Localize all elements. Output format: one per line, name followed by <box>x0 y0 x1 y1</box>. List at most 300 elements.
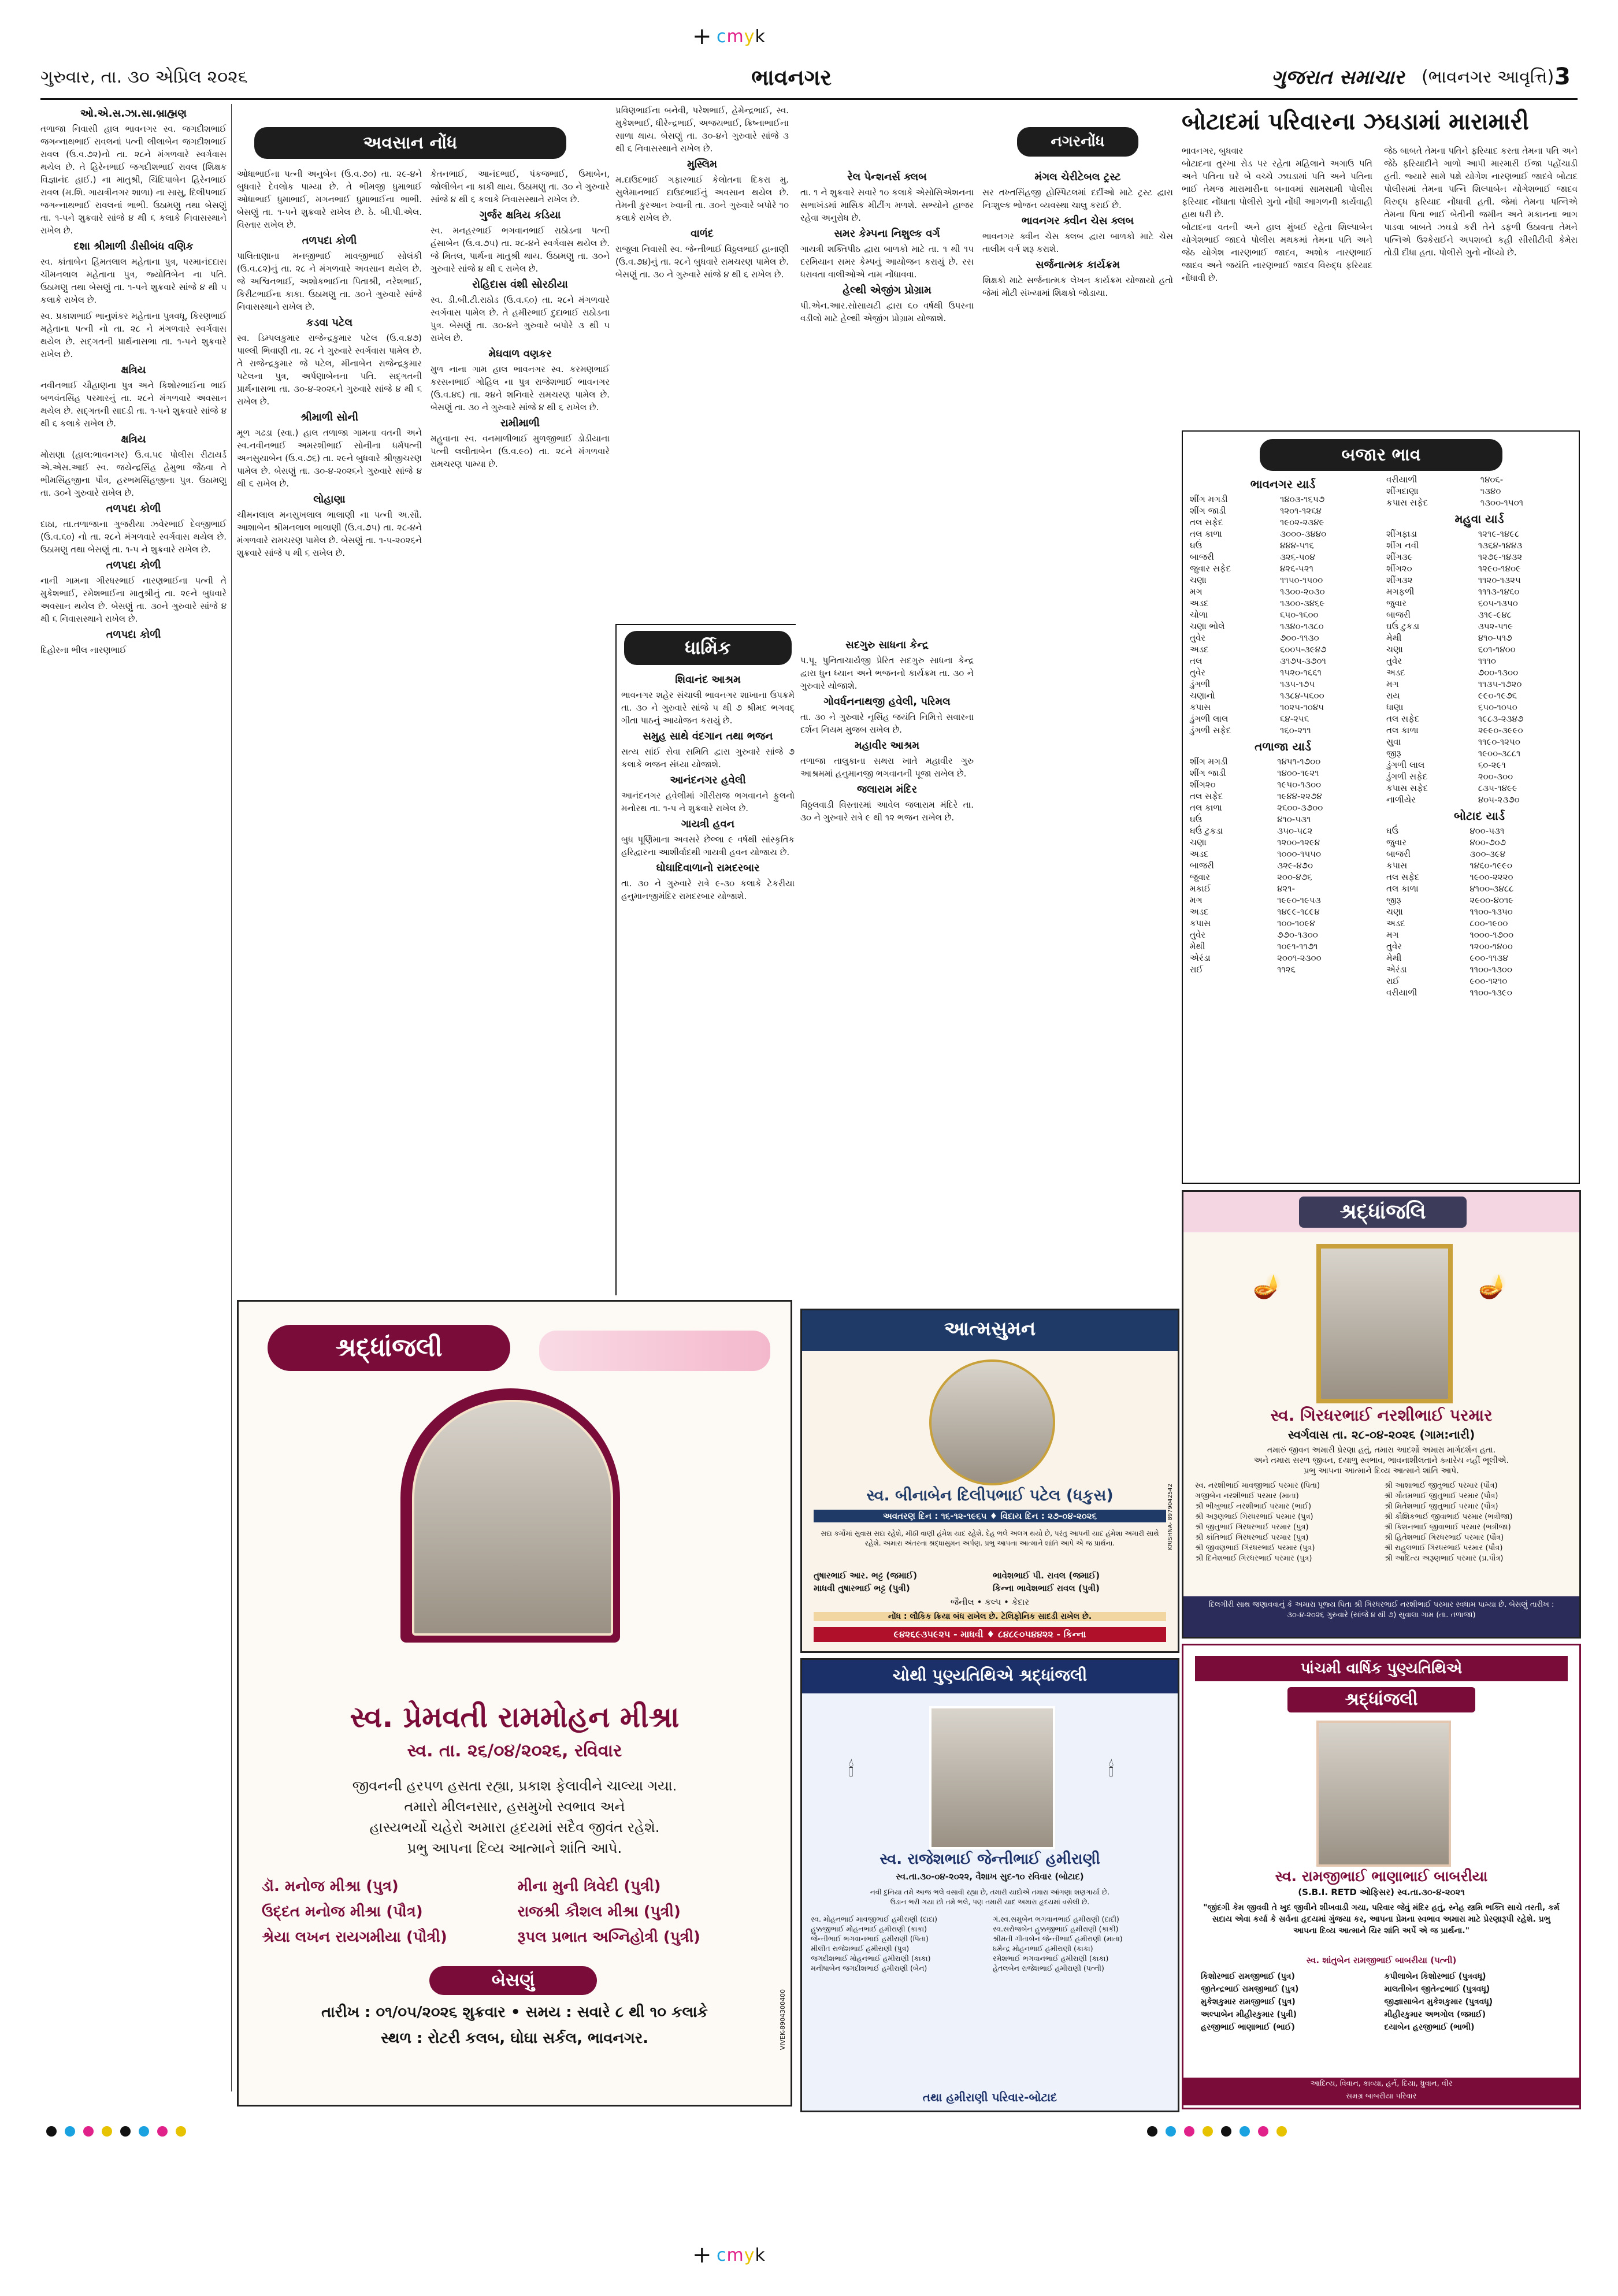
commodity-name: મગફળી <box>1386 586 1415 597</box>
commodity-name: કપાસ <box>1386 860 1408 871</box>
price-range: ૨૯૯૦-૩૯૯૦ <box>1478 725 1523 735</box>
heading: રામીમાળી <box>500 417 540 429</box>
price-range: ૧૨૦૦-૧૪૦૦ <box>1469 941 1513 952</box>
market-row <box>1384 883 1575 894</box>
family-member: કિન્ના ભાવેશભાઈ રાવલ (પુત્રી) <box>993 1583 1100 1593</box>
girdhar-date: સ્વર્ગવાસ તા. ૨૮-૦૪-૨૦૨૬ (ગામ:નારી) <box>1287 1428 1475 1441</box>
price-range: ૨૦૦-૪૭૬ <box>1277 872 1312 882</box>
commodity-name: ઘઉં <box>1190 540 1203 551</box>
market-row <box>1187 551 1378 563</box>
price-range: ૧૧૩૫-૧૭૨૦ <box>1478 679 1522 689</box>
market-row <box>1384 586 1575 597</box>
market-row <box>1187 574 1378 586</box>
price-range: ૨૦૦-૩૦૦ <box>1478 771 1513 782</box>
price-range: ૨૯૦૦-૪૦૧૯ <box>1469 895 1514 905</box>
paragraph: ગાયત્રી શક્તિપીઠ દ્વારા બાળકો માટે તા. ૧ થી ૧૫ દરમિયાન સમર કેમ્પનું આયોજન કરાયું છે. રસ ધરાવતા વાલીઓએ નામ નોંધાવવા. <box>800 244 974 280</box>
price-range: ૧૨૭૯-૧૪૩૨ <box>1478 552 1523 562</box>
heading: તળપદા કોળી <box>302 235 357 247</box>
commodity-name: શીંગ૨૦ <box>1386 563 1412 574</box>
column-obituaries-4 <box>615 104 789 624</box>
commodity-name: મગ <box>1386 930 1399 940</box>
botad-column-a: ભાવનગર, બુધવાર બોટાદના તુરખા રોડ પર રહેતા મહિલાને અગાઉ પતિ અને પતિના ઘરે બે વચ્ચે ઝઘડામાં પતિ અને પતિના ભાઈ તેમજ મારામારીના બનાવમાં સામસામી પોલીસ ફરિયાદ નોંધાતા પોલીસે ગુનો નોંધી આગળની કાર્યવાહી હાથ ધરી છે. બોટાદના વતની અને હાલ મુંબઈ રહેતા શિલ્પાબેન યોગેશભાઈ જાદવે પોલીસ મથકમાં તેમના પતિ અને જેઠ યોગેશ નારણભાઈ જાદવ, અશોક નારણભાઈ જાદવ અને જયંતિ નારણભાઈ જાદવ વિરુદ્ધ ફરિયાદ નોંધાવી છે. <box>1182 146 1372 283</box>
heading: ગોવર્ધનનાથજી હવેલી, પરિમલ <box>823 696 951 708</box>
market-row <box>1187 690 1378 701</box>
heading: લોહાણા <box>313 493 346 506</box>
heading: ક્ષત્રિય <box>121 433 146 445</box>
paragraph: સ્વ. મનહરભાઈ ભગવાનભાઈ રાઠોડના પત્ની હંસાબેન (ઉ.વ.૭૫) તા. ૨૮-૪ને સ્વર્ગવાસ થયેલ છે. જે મિતલ, પાર્થના માતુશ્રી થાય. ઉઠામણુ તા. ૩૦ને ગુરુવારે સાંજે ૪ થી ૬ રાખેલ છે. <box>431 225 610 274</box>
ramjibhai-banner-top: પાંચમી વાર્ષિક પુણ્યતિથિએ <box>1195 1656 1568 1681</box>
nagar-nondh-title: નગરનોંધ <box>1017 127 1138 157</box>
market-row <box>1187 667 1378 678</box>
premvati-banner: શ્રદ્ધાંજલી <box>268 1325 510 1371</box>
rajesh-banner: ચોથી પુણ્યતિથિએ શ્રદ્ધાંજલી <box>892 1666 1088 1685</box>
market-row <box>1187 505 1378 517</box>
market-row <box>1187 597 1378 609</box>
commodity-name: જીરૂ <box>1386 748 1401 759</box>
commodity-name: તલ કાળા <box>1190 803 1222 813</box>
paragraph: ભાવનગર શહેર સંચાલી ભાવનગર શાખાના ઉપક્રમે તા. ૩૦ ને ગુરુવારે સાંજે ૫ થી ૭ શ્રીમદ ભગવદ્ ગીતા પાઠનું આયોજન કરાયું છે. <box>621 690 795 726</box>
commodity-name: શીંગ જાડી <box>1190 768 1226 778</box>
market-row <box>1187 779 1378 790</box>
market-row <box>1384 736 1575 748</box>
commodity-name: કપાસ <box>1190 702 1211 712</box>
market-right <box>1384 474 1575 998</box>
paragraph: સત્ય સાંઈ સેવા સમિતિ દ્વારા ગુરુવારે સાંજે ૭ કલાકે ભજન સંધ્યા યોજાશે. <box>621 746 795 770</box>
market-row <box>1384 771 1575 782</box>
family-member: શ્રીમતી ગીતાબેન જેન્તીભાઈ હમીરાણી (માતા) <box>993 1934 1123 1943</box>
binaben-grandchildren: જૈનીલ • કલ્પ • કેદાર <box>950 1597 1030 1607</box>
premvati-ad <box>237 1300 792 2106</box>
price-range: ૪૪૪-૫૧૬ <box>1280 540 1314 551</box>
paragraph: ચીમનલાલ મનસુખલાલ ભાલાણી ના પત્ની અ.સૌ. આશાબેન શ્રીમનલાલ ભાલાણી (ઉ.વ.૭૫) તા. ૨૮-૪ને મંગળવારે રામચરણ પામેલ છે. બેસણું તા. ૧-૫-૨૦૨૬ને શુક્રવારે સાંજે ૫ થી ૬ રાખેલ છે. <box>237 510 422 558</box>
price-range: ૧૯૯૦-૧૯૫૩ <box>1277 895 1321 905</box>
price-range: ૪૨૬-૫૨૧ <box>1280 563 1313 574</box>
commodity-name: રાઈ <box>1190 964 1204 975</box>
cmyk-label: cmyk <box>717 27 766 47</box>
heading: મહાવીર આશ્રમ <box>854 740 920 752</box>
commodity-name: જુવાર <box>1190 872 1210 882</box>
heading: હેલ્થી એજીંગ પ્રોગ્રામ <box>843 284 932 296</box>
family-member: શ્રી જીતુભાઈ ગિરધરભાઈ પરમાર (પુત્ર) <box>1195 1523 1309 1532</box>
market-row <box>1187 632 1378 644</box>
price-range: ૨૦૦૧-૨૩૦૦ <box>1277 953 1322 963</box>
heading: આનંદનગર હવેલી <box>670 774 746 786</box>
market-row <box>1187 528 1378 540</box>
heading: શ્રીમાળી સોની <box>300 411 359 423</box>
family-member: હેતલબેન રાજેશભાઈ હમીરાણી (પત્ની) <box>993 1964 1104 1972</box>
commodity-name: રાય <box>1386 690 1400 701</box>
paragraph: વિઠ્ઠલવાડી વિસ્તારમાં આવેલ જલારામ મંદિરે તા. ૩૦ ને ગુરુવારે રાત્રે ૯ થી ૧૨ ભજન રાખેલ છે. <box>800 800 974 823</box>
commodity-name: બાજરી <box>1386 610 1411 620</box>
price-range: ૧૧૯૦-૧૨૫૦ <box>1478 737 1520 747</box>
family-member: જીતેન્દ્રભાઈ રામજીભાઈ (પુત્ર) <box>1201 1985 1299 1994</box>
price-range: ૧૨૦૧-૧૨૬૪ <box>1280 506 1322 516</box>
family-member: રૂપલ પ્રભાત અગ્નિહોત્રી (પુત્રી) <box>517 1929 700 1946</box>
page-number: 3 <box>1554 64 1571 90</box>
family-member: સ્વ. નરશીભાઈ માવજીભાઈ પરમાર (પિતા) <box>1195 1481 1320 1490</box>
market-row <box>1187 609 1378 621</box>
commodity-name: તલ કાળા <box>1386 883 1419 894</box>
price-range: ૧૨૯૦-૧૪૦૯ <box>1478 563 1521 574</box>
commodity-name: કપાસ સફેદ <box>1386 497 1428 508</box>
market-row <box>1384 667 1575 678</box>
price-range: ૩૨૯-૪૭૦ <box>1277 860 1313 871</box>
market-row <box>1384 759 1575 771</box>
heading: મંગલ ચેરીટેબલ ટ્રસ્ટ <box>1034 171 1121 183</box>
price-range: ૩૫૨-૫૧૯ <box>1478 621 1513 631</box>
heading: તળપદા કોળી <box>106 503 161 515</box>
commodity-name: ચણા <box>1386 644 1403 655</box>
commodity-name: તલ સફેદ <box>1190 791 1223 801</box>
market-row <box>1187 837 1378 848</box>
heading: સમુહ સાથે વંદગાન તથા ભજન <box>643 730 773 742</box>
family-member: માલતીબેન જીતેન્દ્રભાઈ (પુત્રવધૂ) <box>1384 1985 1490 1994</box>
heading: મુસ્લિમ <box>686 158 717 170</box>
ad-code: KRISHNA- 8979042542 <box>1167 1484 1174 1550</box>
market-row <box>1187 871 1378 883</box>
heading: તળપદા કોળી <box>106 629 161 641</box>
price-range: ૧૯૮૩-૨૩૪૭ <box>1478 714 1524 724</box>
market-section-title: બોટાદ યાર્ડ <box>1453 809 1505 823</box>
commodity-name: તુવેર <box>1190 930 1206 940</box>
heading: ઓ.એ.સ.ઝા.સા.બ્રાહ્મણ <box>80 107 187 120</box>
binaben-family <box>814 1569 1166 1595</box>
family-member: શ્રી આદિત્ય અરૂણભાઈ પરમાર (પ્ર.પૌત્ર) <box>1384 1554 1504 1563</box>
market-row <box>1187 540 1378 551</box>
market-row <box>1187 929 1378 941</box>
price-range: ૬૦૧-૧૪૦૦ <box>1478 644 1516 655</box>
tribute-line: પ્રભુ આપના દિવ્ય આત્માને શાંતિ આપે. <box>407 1840 622 1856</box>
dharmik-title: ધાર્મિક <box>624 631 792 665</box>
market-table <box>1187 756 1378 975</box>
price-range: ૮૦૦-૧૯૦૦ <box>1469 918 1508 928</box>
header-paper-logo: ગુજરાત સમાચાર <box>1271 66 1405 89</box>
price-range: ૧૧૨૦-૧૩૨૫ <box>1478 575 1521 585</box>
market-row <box>1384 597 1575 609</box>
price-range: ૯૦૦-૧૨૧૦ <box>1469 976 1508 986</box>
market-row <box>1384 621 1575 632</box>
rajesh-date: સ્વ.તા.૩૦-૦૪-૨૦૨૨, વૈશાખ સુદ-૧૦ રવિવાર (બોટાદ) <box>896 1871 1084 1882</box>
heading: વાળંદ <box>691 228 714 240</box>
price-range: ૧૨૧૯-૧૪૯૮ <box>1478 529 1520 539</box>
commodity-name: તલ સફેદ <box>1190 517 1223 527</box>
paragraph: સ્વ. કાંતાબેન હિંમતલાલ મહેતાના પુત્ર, પરમાનંદદાસ ચીમનલાલ મહેતાના પુત્ર, જ્યોતિબેન ના પતિ. ઉઠામણુ તથા બેસણું તા. ૧-૫ને શુક્રવારે સાંજે ૪ થી ૫ કલાકે રાખેલ છે. <box>40 257 227 305</box>
family-member: મનીષાબેન જગદીશભાઈ હમીરાણી (બેન) <box>811 1964 927 1972</box>
paragraph: મુળ નાના ગામ હાલ ભાવનગર સ્વ. કરમણભાઈ કરસનભાઈ ગોહિલ ના પુત્ર રાજેશભાઈ ભાવનગર (ઉ.વ.૪૬) તા. ૨૪ને શનિવારે રામચરણ પામેલ છે. બેસણું તા. ૩૦ ને ગુરુવારે સાંજે ૪ થી ૬ રાખેલ છે. <box>431 364 610 413</box>
heading: ઘોઘાદિવાળાનો રામદરબાર <box>656 862 760 874</box>
column-divider <box>231 104 232 2091</box>
commodity-name: તલ સફેદ <box>1386 872 1420 882</box>
commodity-name: મેથી <box>1190 941 1205 952</box>
heading: દશા શ્રીમાળી ડીસીબંધ વણિક <box>73 240 194 252</box>
market-row <box>1384 871 1575 883</box>
market-row <box>1384 848 1575 860</box>
market-row <box>1384 701 1575 713</box>
market-row <box>1187 713 1378 725</box>
commodity-name: ધાણા <box>1386 702 1404 712</box>
price-range: ૪૦૦-૭૦૭ <box>1469 837 1506 848</box>
family-member: મીલીત રાજેશભાઈ હમીરાણી (પુત્ર) <box>811 1944 910 1953</box>
girdhar-family <box>1195 1481 1568 1564</box>
header-rule <box>40 98 1578 100</box>
family-member: શ્રી અરૂણભાઈ ગિરધરભાઈ પરમાર (પુત્ર) <box>1195 1513 1313 1521</box>
market-row <box>1187 621 1378 632</box>
family-member: શ્રેયા લખન રાયગમીયા (પૌત્રી) <box>262 1929 447 1946</box>
family-member: શ્રી ગૌતમભાઈ જીતુભાઈ પરમાર (પૌત્ર) <box>1384 1492 1498 1500</box>
commodity-name: મગ <box>1190 895 1203 905</box>
commodity-name: ઘઉં ટુકડા <box>1386 621 1420 631</box>
market-row <box>1384 485 1575 497</box>
premvati-name: સ્વ. પ્રેમવતી રામમોહન મીશ્રા <box>350 1700 680 1734</box>
market-row <box>1187 825 1378 837</box>
heading: સર્જનાત્મક કાર્યક્રમ <box>1036 259 1120 271</box>
price-range: ૧૦૦૦-૧૫૫૦ <box>1277 849 1322 859</box>
price-range: ૧૩૬૪-૧૪૪૩ <box>1478 540 1523 551</box>
flower-decoration <box>539 1331 770 1371</box>
price-range: ૩૨૬-૫૦૪ <box>1280 552 1315 562</box>
family-member: શ્રી રાહુલભાઈ ગિરધરભાઈ પરમાર (પૌત્ર) <box>1384 1544 1503 1552</box>
price-range: ૪૧૦-૫૧૭ <box>1478 633 1512 643</box>
family-member: મીના મુની ત્રિવેદી (પુત્રી) <box>517 1878 661 1895</box>
price-range: ૧૧૧૩-૧૪૬૦ <box>1478 586 1520 597</box>
family-member: શ્રી મિતેશભાઈ જીતુભાઈ પરમાર (પૌત્ર) <box>1384 1502 1498 1511</box>
ramjibhai-ad <box>1182 1644 1581 2109</box>
column-obituaries-1 <box>40 104 227 2091</box>
price-range: ૯૦૦-૧૧૩૪ <box>1469 953 1508 963</box>
price-range: ૧૨૦૦-૧૨૯૪ <box>1277 837 1320 848</box>
market-row <box>1187 701 1378 713</box>
price-range: ૧૩૪૦ <box>1480 486 1501 496</box>
market-table <box>1384 825 1575 998</box>
paragraph: બુધ પૂર્ણિમાના અવસરે છેલ્લા ૯ વર્ષથી સાંસ્કૃતિક હરિદ્વારના આશીર્વાદથી ગાયત્રી હવન યોજાય છે. <box>621 834 795 857</box>
market-row <box>1187 678 1378 690</box>
commodity-name: શીંગ૨૦ <box>1190 779 1216 790</box>
tribute-line: પ્રભુ આપના આત્માને દિવ્ય આત્માને શાંતિ આપે. <box>1304 1466 1459 1476</box>
rajesh-family <box>811 1914 1169 1973</box>
ramjibhai-wife: સ્વ. શાંતુબેન રામજીભાઈ બાબરીયા (પત્ની) <box>1306 1955 1457 1966</box>
price-range: ૧૪૦૦-૧૯૨૧ <box>1277 768 1319 778</box>
ramjibhai-sub: (S.B.I. RETD ઓફિસર) સ્વ.તા.૩૦-૪-૨૦૨૧ <box>1298 1887 1465 1897</box>
market-row <box>1384 551 1575 563</box>
market-row <box>1187 894 1378 906</box>
heading: કડવા પટેલ <box>306 317 353 329</box>
paragraph: તળાજા નિવાસી હાલ ભાવનગર સ્વ. જગદીશભાઈ જગન્નાથભાઈ રાવલનાં પત્ની લીલાબેન જગદીશભાઈ રાવલ (ઉ.વ.૭૨)નો તા. ૨૮ને મંગળવારે સ્વર્ગવાસ થયેલ છે. તે હિરેનભાઈ જગદીશભાઈ રાવલ (શિક્ષક વિજ્ઞાનંદ હાઈ.) ના માતુશ્રી, ચિંદિપાબેન હિરેનભાઈ રાવલ (મ.શિ. ગાયત્રીનગર શાળા) ના સાસુ, દિલીપભાઈ જગન્નાથભાઈ રાવલનાં ભાભી. ઉઠામણુ તથા બેસણું તા. ૧-૫ને શુક્રવારે સાંજે ૪ થી ૬ કલાકે નિવાસસ્થાને રાખેલ છે. <box>40 124 227 236</box>
premvati-date: સ્વ. તા. ૨૬/૦૪/૨૦૨૬, રવિવાર <box>407 1741 622 1761</box>
price-range: ૧૬૦-૨૧૧ <box>1280 725 1311 735</box>
premvati-photo <box>412 1400 613 1636</box>
header-edition: (ભાવનગર આવૃત્તિ) <box>1422 67 1554 87</box>
commodity-name: ડુંગળી <box>1190 679 1211 689</box>
price-range: ૧૩૦૦-૧૫૦૧ <box>1480 497 1524 508</box>
price-range: ૧૧૦૦-૧૩૦૦ <box>1469 964 1512 975</box>
price-range: ૧૯૦૦-૨૨૨૦ <box>1469 872 1513 882</box>
ad-code: VIVEK-8904300400 <box>779 1989 786 2050</box>
commodity-name: મકાઈ <box>1190 883 1211 894</box>
family-member: શ્રી આશાભાઈ જીતુભાઈ પરમાર (પૌત્ર) <box>1384 1481 1498 1490</box>
paragraph: મહુવાના સ્વ. વનમાળીભાઈ મુળજીભાઈ ડોડીયાના પત્ની લલીતાબેન (ઉ.વ.૯૦) તા. ૨૮ને મંગળવારે રામચરણ પામ્યા છે. <box>431 433 610 469</box>
commodity-name: બાજરી <box>1190 860 1214 871</box>
market-row <box>1384 860 1575 871</box>
commodity-name: શીંગ જાડી <box>1190 506 1226 516</box>
commodity-name: તુવેર <box>1190 633 1206 643</box>
price-range: ૭૦૦-૧૩૦૦ <box>1478 667 1519 678</box>
binaben-name: સ્વ. બીનાબેન દિલીપભાઈ પટેલ (ધકુસ) <box>866 1487 1114 1504</box>
family-member: શ્રી જીવણભાઈ ગિરધરભાઈ પરમાર (પુત્ર) <box>1195 1544 1315 1552</box>
market-row <box>1187 493 1378 505</box>
market-table <box>1384 474 1575 508</box>
price-range: ૧૦૦-૧૦૯૪ <box>1277 918 1315 928</box>
commodity-name: ડુંગળી લાલ <box>1190 714 1229 724</box>
market-row <box>1187 563 1378 574</box>
commodity-name: જુવાર <box>1386 837 1407 848</box>
family-member: શ્રી કાંતિભાઈ ગિરધરભાઈ પરમાર (પુત્ર) <box>1195 1533 1309 1542</box>
commodity-name: શીંગ મગડી <box>1190 494 1228 504</box>
commodity-name: તલ <box>1190 656 1203 666</box>
market-row <box>1187 586 1378 597</box>
ramjibhai-photo <box>1316 1721 1451 1867</box>
heading: જલારામ મંદિર <box>857 783 917 796</box>
family-member: શ્રી દિનેશભાઈ ગિરધરભાઈ પરમાર (પુત્ર) <box>1195 1554 1312 1563</box>
tribute-line: નવી દુનિયા તમે આજ ભલે વસાવી રહ્યા છે, તમારી યાદોએ તમારા આંગણા શણગાર્યા છે. <box>870 1888 1110 1896</box>
market-row <box>1187 883 1378 894</box>
price-range: ૧૩૮૪-૫૬૦૦ <box>1280 690 1324 701</box>
price-range: ૪૨૧- <box>1277 883 1295 894</box>
family-member: મુકેશકુમાર રામજીભાઈ (પુત્ર) <box>1201 1997 1296 2007</box>
market-row <box>1384 725 1575 736</box>
price-range: ૩૫૦-૫૮૨ <box>1277 826 1313 836</box>
commodity-name: મેથી <box>1386 633 1402 643</box>
commodity-name: તુવેર <box>1190 667 1206 678</box>
commodity-name: શીંગ૩૯ <box>1386 552 1413 562</box>
commodity-name: બાજરી <box>1190 552 1214 562</box>
price-range: ૯૯૦-૧૯૭૬ <box>1478 690 1517 701</box>
premvati-lines <box>273 1775 756 1859</box>
paragraph: પી.એન.આર.સોસાયટી દ્વારા ૬૦ વર્ષથી ઉપરના વડીલો માટે હેલ્થી એજીંગ પ્રોગ્રામ યોજાશે. <box>800 300 974 324</box>
family-member: ધર્મેન્દ્ર મોહનભાઈ હમીરાણી (કાકા) <box>993 1944 1093 1953</box>
avsan-nondh-title: અવસાન નોંધ <box>254 127 566 159</box>
family-member: શ્રી કૌશિકભાઈ જીવાભાઈ પરમાર (ભત્રીજા) <box>1384 1513 1513 1521</box>
family-member: ઉદ્દત મનોજ મીશ્રા (પૌત્ર) <box>262 1903 423 1920</box>
besnu-label: બેસણું <box>429 1966 597 1995</box>
commodity-name: શીંગ નવી <box>1386 540 1419 551</box>
paragraph: સર તખ્તસિંહજી હોસ્પિટલમાં દર્દીઓ માટે ટ્રસ્ટ દ્વારા નિઃશુલ્ક ભોજન વ્યવસ્થા ચાલુ કરાઈ છે. <box>982 187 1173 210</box>
paragraph: પાલિતાણાના મનજીભાઈ માવજીભાઈ સોલંકી (ઉ.વ.૮૨)નું તા. ૨૮ ને મંગળવારે અવસાન થયેલ છે. જે અશ્વિનભાઈ, અશોકભાઈના પિતાશ્રી, નરેશભાઈ, કિરીટભાઈના કાકા. ઉઠામણુ તા. ૩૦ને ગુરુવારે સાંજે નિવાસસ્થાને રાખેલ છે. <box>237 251 422 312</box>
market-row <box>1187 655 1378 667</box>
market-row <box>1384 632 1575 644</box>
commodity-name: ચણાનો <box>1190 690 1215 701</box>
avsan-column-b <box>431 168 610 1277</box>
rajesh-lines <box>814 1888 1166 1907</box>
market-row <box>1384 497 1575 508</box>
market-left <box>1187 474 1378 975</box>
market-row <box>1384 748 1575 759</box>
heading: સમર કેમ્પના નિશુલ્ક વર્ગ <box>834 228 940 240</box>
price-range: ૧૯૪૪-૨૨૭૪ <box>1277 791 1322 801</box>
price-range: ૧૧૫૦-૧૫૦૦ <box>1280 575 1323 585</box>
paragraph: આનંદનગર હવેલીમાં ગીરીરાજ ભગવાનને ફુલનો મનોરથ તા. ૧-૫ ને શુક્રવારે રાખેલ છે. <box>621 790 795 813</box>
binaben-banner: આત્મસુમન <box>944 1317 1036 1340</box>
price-range: ૪૧૦૦-૩૪૮૮ <box>1469 883 1514 894</box>
paragraph: રાજુલા નિવાસી સ્વ. જેન્તીભાઈ વિઠ્ઠલભાઈ હાનાણી (ઉ.વ.૭૪)નું તા. ૨૮ને બુધવારે રામચરણ પામેલ છે. બેસણું તા. ૩૦ ને ગુરુવારે સાંજે ૪ થી ૬ રાખેલ છે. <box>615 244 789 280</box>
market-row <box>1384 964 1575 975</box>
commodity-name: ચણા <box>1190 837 1207 848</box>
family-member: ગજીબેન નરશીભાઈ પરમાર (માતા) <box>1195 1492 1299 1500</box>
commodity-name: મેથી <box>1386 953 1402 963</box>
family-member: ગં.સ્વ.સમુબેન ભગવાનભાઈ હમીરાણી (દાદી) <box>993 1915 1119 1923</box>
girdhar-note: દિલગીરી સાથ જણાવવાનું કે અમારા પૂજ્ય પિતા શ્રી ગિરધરભાઈ નરશીભાઈ પરમાર સ્વધામ પામ્યા છે. બેસણું તારીખ : ૩૦-૪-૨૦૨૬ ગુરુવારે (સાંજે ૪ થી ૭) સુવાલા ગામ (તા. તળાજા) <box>1183 1596 1579 1637</box>
commodity-name: શીંગ૩૨ <box>1386 575 1413 585</box>
market-row <box>1187 790 1378 802</box>
commodity-name: સુવા <box>1386 737 1401 747</box>
paragraph: ભાવનગર ક્વીન ચેસ ક્લબ દ્વારા બાળકો માટે ચેસ તાલીમ વર્ગ શરૂ કરાશે. <box>982 231 1173 254</box>
family-member: સ્વ.સરોજબેન હુક્કજીભાઈ હમીરાણી (કાકી) <box>993 1925 1119 1933</box>
price-range: ૧૦૯૧-૧૧૭૧ <box>1277 941 1318 952</box>
commodity-name: ચણા <box>1190 575 1207 585</box>
commodity-name: એરંડા <box>1386 964 1407 975</box>
market-row <box>1384 906 1575 917</box>
family-member: મીહીરકુમાર અભગોલ (જમાઈ) <box>1384 2010 1486 2019</box>
market-row <box>1384 690 1575 701</box>
bazar-title: બજાર ભાવ <box>1260 439 1502 471</box>
market-row <box>1384 678 1575 690</box>
girdhar-photo <box>1316 1244 1453 1403</box>
market-section-title: મહુવા યાર્ડ <box>1454 512 1504 526</box>
commodity-name: એરંડા <box>1190 953 1211 963</box>
commodity-name: અડદ <box>1190 598 1209 608</box>
paragraph: સ્વ. ડી.બી.ટી.રાઠોડ (ઉ.વ.૬૦) તા. ૨૮ને મંગળવારે સ્વર્ગવાસ પામેલ છે. તે હમીરભાઈ દુદાભાઈ રાઠોડના પુત્ર. બેસણું તા. ૩૦-૪ને ગુરુવારે બપોરે ૩ થી ૫ રાખેલ છે. <box>431 295 610 343</box>
heading: રોહિદાસ વંશી સોરઠીયા <box>472 278 568 291</box>
besnu-time: તારીખ : ૦૧/૦૫/૨૦૨૬ શુક્રવાર • સમય : સવારે ૮ થી ૧૦ કલાકે <box>321 2004 708 2021</box>
commodity-name: તલ કાળા <box>1190 529 1222 539</box>
commodity-name: વરીયાળી <box>1386 474 1417 485</box>
commodity-name: તુવેર <box>1386 941 1402 952</box>
market-row <box>1384 528 1575 540</box>
rajesh-name: સ્વ. રાજેશભાઈ જેન્તીભાઈ હમીરાણી <box>879 1851 1100 1868</box>
family-member: હુક્કજીભાઈ મોહનભાઈ હમીરાણી (કાકા) <box>811 1925 927 1933</box>
botad-column-b: જેઠ બાબતે તેમના પતિને ફરિયાદ કરતા તેમના પતિ અને જેઠે ફરિયાદીને ગાળો આપી મારમારી ઈજા પહોંચાડી હતી. જ્યારે સામે પક્ષે યોગેશ નારણભાઈ જાદવે બોટાદ પોલીસમાં તેમના પત્નિ શિલ્પાબેન યોગેશભાઈ જાદવ વિરુદ્ધ ફરિયાદ નોંધાવી હતી. જેમાં તેમના પત્નિએ તેમના પિતા ભાઈ બેતીની જમીન અને મકાનના ભાગ પાડવા બાબતે ઝઘડો કરી તેને ડફળી ઉઠાવતા તેમને પત્નિએ ઉશ્કેરાઈને અપશબ્દો કહી સીસીટીવી કેમેરા તોડી દીધા હતા. પોલીસે ગુનો નોંધ્યો છે. <box>1384 146 1578 258</box>
avsan-column-a <box>237 168 422 1277</box>
commodity-name: જુવાર સફેદ <box>1190 563 1231 574</box>
tribute-line: જીવનની હરપળ હસતા રહ્યા, પ્રકાશ ફેલાવીને ચાલ્યા ગયા. <box>352 1778 677 1794</box>
paragraph: દિહોરના ભીલ નારણભાઈ <box>40 645 127 655</box>
paragraph: મ.દાઉદભાઈ ગફારભાઈ કેલોતના દિકરા મુ. સુલેમાનભાઈ દાઉદભાઈનું અવસાન થયેલ છે. તેમની કુરઆન ખ્વાની તા. ૩૦ને ગુરુવારે બપોરે ૧૦ કલાકે રાખેલ છે. <box>615 174 789 223</box>
commodity-name: બાજરી <box>1386 849 1411 859</box>
girdhar-ad <box>1182 1190 1581 1639</box>
family-member: અલ્પાબેન મીહીરકુમાર (પુત્રી) <box>1201 2010 1297 2019</box>
market-row <box>1187 860 1378 871</box>
ramjibhai-banner: શ્રદ્ધાંજલી <box>1287 1687 1475 1712</box>
cmyk-label: cmyk <box>717 2245 766 2265</box>
commodity-name: નાળીયેર <box>1386 794 1416 805</box>
price-range: ૧૧૧૦ <box>1478 656 1496 666</box>
binaben-dates: અવતરણ દિન : ૧૬-૧૨-૧૯૬૫ ♦ વિદાય દિન : ૨૭-૦૪-૨૦૨૬ <box>814 1510 1166 1522</box>
family-member: શ્રી કિશનભાઈ જીવાભાઈ પરમાર (ભત્રીજા) <box>1384 1523 1511 1532</box>
market-row <box>1187 848 1378 860</box>
market-row <box>1384 609 1575 621</box>
market-row <box>1384 655 1575 667</box>
commodity-name: અડદ <box>1190 849 1209 859</box>
market-row <box>1384 987 1575 998</box>
price-range: ૪૦૫-૨૩૭૦ <box>1478 794 1520 805</box>
market-section-title: ભાવનગર યાર્ડ <box>1250 477 1316 491</box>
ramjibhai-family <box>1201 1970 1562 2034</box>
family-member: માધવી તુષારભાઈ ભટ્ટ (પુત્રી) <box>814 1583 910 1593</box>
commodity-name: ચણા <box>1386 906 1403 917</box>
price-range: ૩૧૯-૯૪૮ <box>1478 610 1512 620</box>
market-row <box>1187 964 1378 975</box>
commodity-name: શીંગફાડા <box>1386 529 1417 539</box>
market-row <box>1384 825 1575 837</box>
